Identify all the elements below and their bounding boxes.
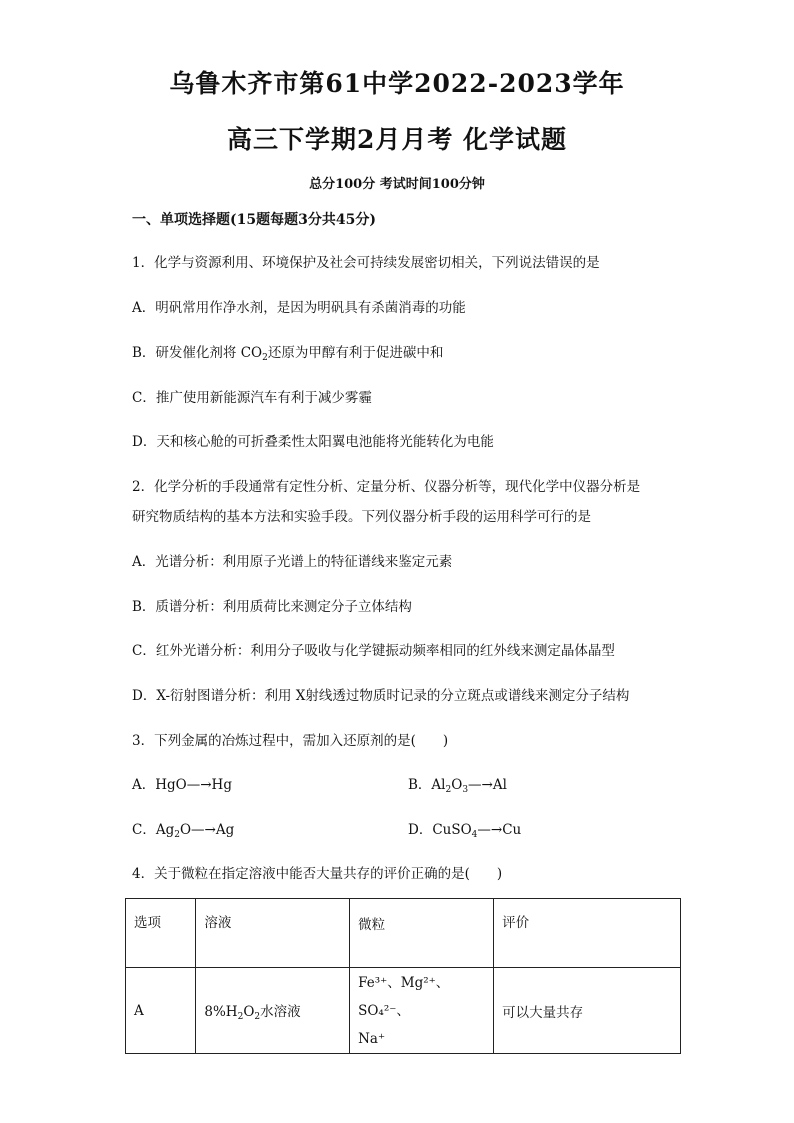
q3-option-b-pre: B．Al xyxy=(408,777,446,793)
q1-stem: 1．化学与资源利用、环境保护及社会可持续发展密切相关，下列说法错误的是 xyxy=(132,255,600,271)
exam-subtitle: 总分100分 考试时间100分钟 xyxy=(309,177,485,192)
q2-option-b: B．质谱分析：利用质荷比来测定分子立体结构 xyxy=(132,599,412,615)
cell-solution-sub1: 2 xyxy=(237,1011,244,1022)
exam-title-line1: 乌鲁木齐市第61中学2022-2023学年 xyxy=(169,69,625,98)
q3-option-b xyxy=(408,773,507,795)
q3-option-c-pre: C．Ag xyxy=(132,822,175,838)
cell-solution-mid: O xyxy=(243,1003,255,1020)
q1-option-b-post: 还原为甲醇有利于促进碳中和 xyxy=(267,345,444,361)
q3-option-d-pre: D．CuSO xyxy=(408,822,472,838)
q3-option-b-mid: O xyxy=(451,777,463,793)
header-evaluation: 评价 xyxy=(494,899,681,968)
cell-option: A xyxy=(126,968,196,1054)
q1-option-a: A．明矾常用作净水剂，是因为明矾具有杀菌消毒的功能 xyxy=(132,300,466,316)
q3-option-c-post: O—→Ag xyxy=(179,822,235,838)
cell-solution-post: 水溶液 xyxy=(260,1003,301,1020)
q1-option-c: C．推广使用新能源汽车有利于减少雾霾 xyxy=(132,390,372,406)
q1-option-b-pre: B．研发催化剂将 CO xyxy=(132,345,263,361)
table-header-row xyxy=(126,899,681,968)
q2-stem-line1: 2．化学分析的手段通常有定性分析、定量分析、仪器分析等，现代化学中仪器分析是 xyxy=(132,479,641,495)
cell-particles-line2: Na⁺ xyxy=(358,1030,386,1047)
q4-evaluation-table xyxy=(125,898,681,1054)
q3-option-d xyxy=(408,818,521,840)
cell-solution-pre: 8%H xyxy=(204,1003,238,1020)
exam-title-line2: 高三下学期2月月考 化学试题 xyxy=(226,125,568,154)
q3-option-c xyxy=(132,818,234,840)
q1-option-b-sub: 2 xyxy=(262,353,268,363)
q3-option-d-post: —→Cu xyxy=(477,822,522,838)
q1-option-d: D．天和核心舱的可折叠柔性太阳翼电池能将光能转化为电能 xyxy=(132,434,494,450)
cell-particles xyxy=(350,968,494,1054)
cell-solution xyxy=(196,968,350,1054)
q4-stem: 4．关于微粒在指定溶液中能否大量共存的评价正确的是( ) xyxy=(132,866,503,882)
cell-solution-sub2: 2 xyxy=(254,1011,261,1022)
q3-option-a: A．HgO—→Hg xyxy=(132,777,232,793)
cell-particles-line1: Fe³⁺、Mg²⁺、SO₄²⁻、 xyxy=(358,974,450,1019)
cell-evaluation: 可以大量共存 xyxy=(494,968,681,1054)
section-heading: 一、单项选择题(15题每题3分共45分) xyxy=(132,212,376,228)
q3-option-b-sub2: 3 xyxy=(462,785,469,795)
q3-option-d-sub: 4 xyxy=(471,830,478,840)
header-option: 选项 xyxy=(126,899,196,968)
q2-option-a: A．光谱分析：利用原子光谱上的特征谱线来鉴定元素 xyxy=(132,554,453,570)
q3-stem: 3．下列金属的冶炼过程中，需加入还原剂的是( ) xyxy=(132,733,449,749)
q2-stem-line2: 研究物质结构的基本方法和实验手段。下列仪器分析手段的运用科学可行的是 xyxy=(132,509,591,525)
q3-option-b-post: —→Al xyxy=(468,777,507,793)
q2-option-c: C．红外光谱分析：利用分子吸收与化学键振动频率相同的红外线来测定晶体晶型 xyxy=(132,643,615,659)
header-particles: 微粒 xyxy=(350,899,494,968)
q1-option-b xyxy=(132,341,443,363)
table-row xyxy=(126,968,681,1054)
q3-option-b-sub1: 2 xyxy=(445,785,452,795)
q3-option-c-sub: 2 xyxy=(174,830,180,840)
header-solution: 溶液 xyxy=(196,899,350,968)
q2-option-d: D．X-衍射图谱分析：利用 X射线透过物质时记录的分立斑点或谱线来测定分子结构 xyxy=(132,688,630,704)
